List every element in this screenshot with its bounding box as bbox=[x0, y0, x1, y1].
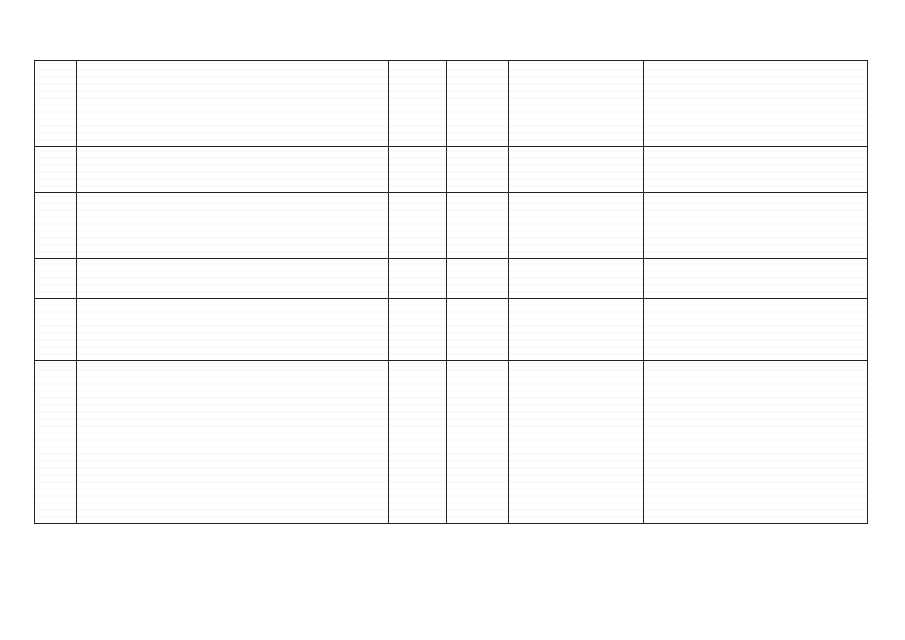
table-row bbox=[35, 147, 868, 193]
cell-activity bbox=[77, 299, 389, 361]
cell-end-date bbox=[447, 147, 509, 193]
cell-end-date bbox=[447, 61, 509, 147]
cell-activity bbox=[77, 147, 389, 193]
table-row bbox=[35, 361, 868, 524]
cell-end-date bbox=[447, 259, 509, 299]
cell-result bbox=[644, 193, 868, 259]
table-row bbox=[35, 299, 868, 361]
table-row bbox=[35, 193, 868, 259]
cell-result bbox=[644, 147, 868, 193]
cell-end-date bbox=[447, 361, 509, 524]
cell-number bbox=[35, 361, 77, 524]
cell-start-date bbox=[389, 361, 447, 524]
cell-responsible bbox=[509, 61, 644, 147]
cell-start-date bbox=[389, 147, 447, 193]
cell-number bbox=[35, 61, 77, 147]
cell-activity bbox=[77, 193, 389, 259]
cell-activity bbox=[77, 259, 389, 299]
cell-number bbox=[35, 259, 77, 299]
cell-number bbox=[35, 147, 77, 193]
cell-start-date bbox=[389, 259, 447, 299]
cell-result bbox=[644, 259, 868, 299]
cell-activity bbox=[77, 361, 389, 524]
table-row bbox=[35, 61, 868, 147]
cell-end-date bbox=[447, 299, 509, 361]
cell-start-date bbox=[389, 61, 447, 147]
program-activities-table bbox=[34, 60, 868, 524]
cell-result bbox=[644, 361, 868, 524]
cell-responsible bbox=[509, 299, 644, 361]
cell-responsible bbox=[509, 259, 644, 299]
table-row bbox=[35, 259, 868, 299]
cell-result bbox=[644, 299, 868, 361]
cell-end-date bbox=[447, 193, 509, 259]
cell-activity bbox=[77, 61, 389, 147]
cell-number bbox=[35, 299, 77, 361]
cell-result bbox=[644, 61, 868, 147]
cell-responsible bbox=[509, 361, 644, 524]
cell-number bbox=[35, 193, 77, 259]
cell-responsible bbox=[509, 147, 644, 193]
cell-start-date bbox=[389, 193, 447, 259]
cell-start-date bbox=[389, 299, 447, 361]
cell-responsible bbox=[509, 193, 644, 259]
